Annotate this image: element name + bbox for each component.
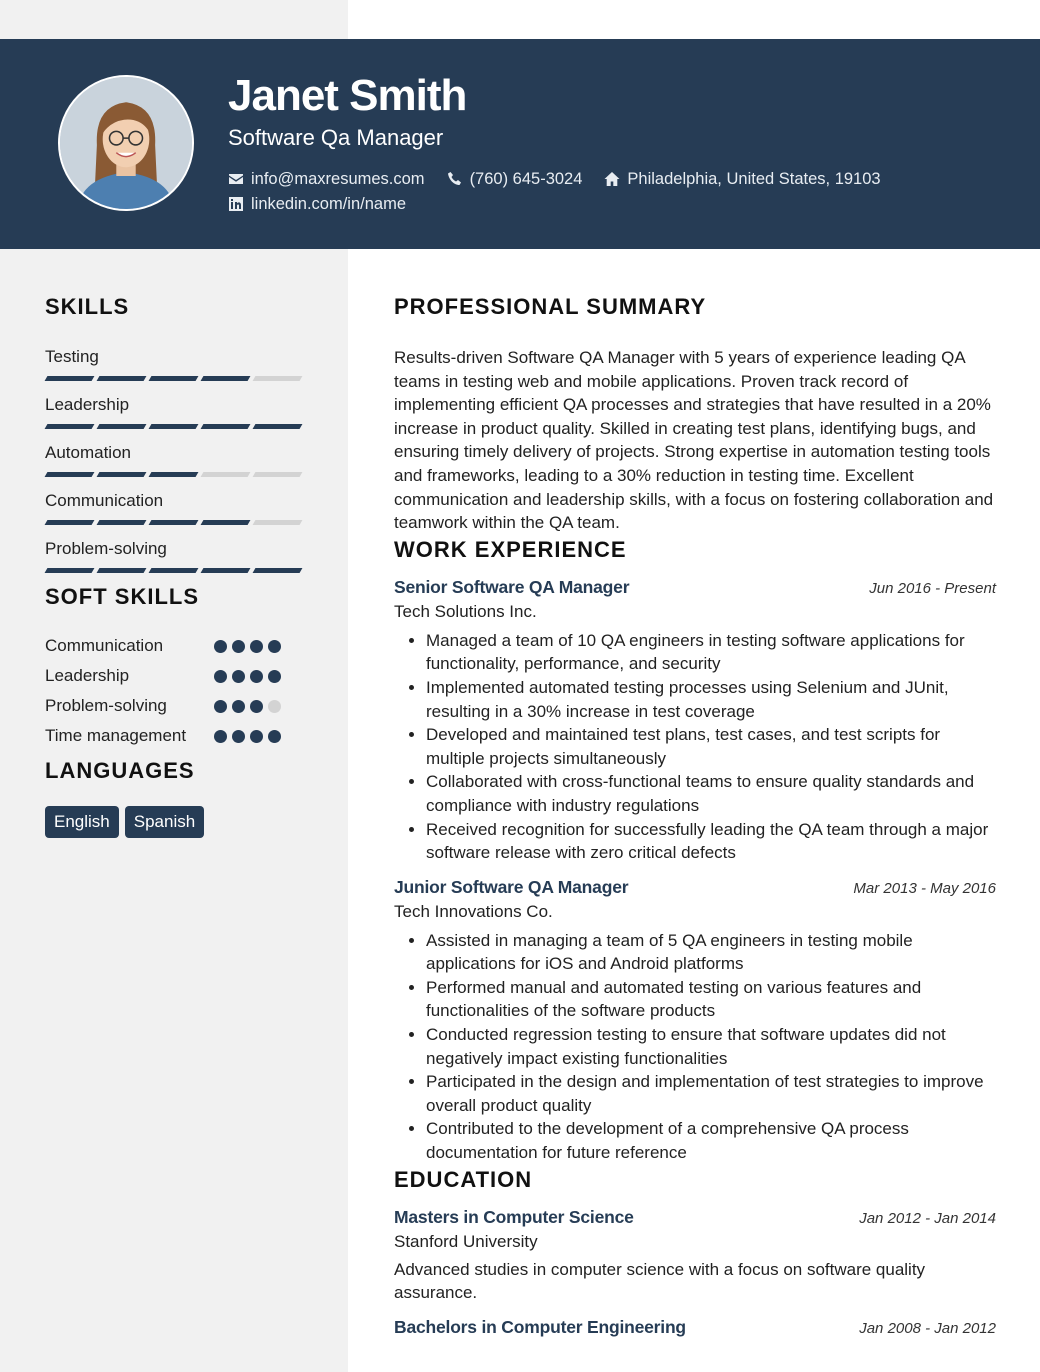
job-bullet: • Collaborated with cross-functional teams to ensure quality standards and compliance with industry regulations <box>426 770 996 817</box>
summary-heading: PROFESSIONAL SUMMARY <box>394 294 707 319</box>
contact-info <box>228 167 1028 217</box>
job-bullet: • Participated in the design and implementation of test strategies to improve overall product quality <box>426 1070 996 1117</box>
skill-level-segment <box>97 568 147 573</box>
rating-dot <box>268 700 281 713</box>
soft-skills-heading: SOFT SKILLS <box>45 584 199 609</box>
rating-dot <box>232 730 245 743</box>
skill-level-segment <box>253 376 303 381</box>
skill-level-segment <box>253 472 303 477</box>
candidate-title: Software Qa Manager <box>228 125 444 150</box>
soft-skills-list <box>45 634 305 754</box>
skill-level-bar <box>46 520 305 525</box>
skill-level-segment <box>97 520 147 525</box>
skill-level-segment <box>201 472 251 477</box>
skill-level-segment <box>253 568 303 573</box>
soft-skill-row <box>45 664 305 694</box>
skill-name: Testing <box>45 347 99 366</box>
job-title: Junior Software QA Manager <box>394 876 629 897</box>
skills-heading: SKILLS <box>45 294 130 319</box>
rating-dot <box>232 670 245 683</box>
job-bullet: • Assisted in managing a team of 5 QA engineers in testing mobile applications for iOS and Android platforms <box>426 929 996 976</box>
languages-heading: LANGUAGES <box>45 758 195 783</box>
rating-dot <box>250 640 263 653</box>
skill-level-bar <box>46 568 305 573</box>
skill-level-segment <box>97 472 147 477</box>
summary-text: Results-driven Software QA Manager with 5 years of experience leading QA teams in testing web and mobile applications. Proven track record of implementing efficient QA processes and strategies that have resulted in a 20% increase in product quality. Skilled in creating test plans, identifying bugs, and ensuring timely delivery of projects. Strong expertise in automation testing tools and frameworks, leading to a 30% reduction in testing time. Excellent communication and leadership skills, with a focus on fostering collaboration and teamwork within the QA team. <box>394 348 994 533</box>
skill-level-segment <box>149 568 199 573</box>
candidate-name: Janet Smith <box>228 71 467 120</box>
skill-level-segment <box>201 424 251 429</box>
skill-level-bar <box>46 472 305 477</box>
profile-photo <box>60 77 192 209</box>
skill-level-segment <box>201 520 251 525</box>
rating-dot <box>250 730 263 743</box>
soft-skill-name: Communication <box>45 636 164 655</box>
soft-skill-row <box>45 634 305 664</box>
education-list <box>394 1207 996 1338</box>
linkedin-contact[interactable] <box>228 195 406 214</box>
skill-level-bar <box>46 424 305 429</box>
phone-contact[interactable] <box>447 170 583 189</box>
soft-skill-rating <box>214 694 281 713</box>
job-bullet: • Contributed to the development of a comprehensive QA process documentation for future reference <box>426 1117 996 1164</box>
rating-dot <box>268 730 281 743</box>
job-date: Mar 2013 - May 2016 <box>853 879 996 897</box>
skill-level-bar <box>46 376 305 381</box>
phone-text: (760) 645-3024 <box>469 169 583 188</box>
email-text: info@maxresumes.com <box>251 169 425 188</box>
language-tag: English <box>45 806 119 838</box>
skill-level-segment <box>45 568 95 573</box>
education-description: Advanced studies in computer science with a focus on software quality assurance. <box>394 1259 926 1303</box>
rating-dot <box>250 670 263 683</box>
education-header <box>394 1317 996 1338</box>
education-date: Jan 2012 - Jan 2014 <box>859 1209 996 1227</box>
skill-level-segment <box>149 376 199 381</box>
skill-level-segment <box>253 424 303 429</box>
phone-icon <box>447 171 463 187</box>
languages-list <box>45 806 305 838</box>
main-content <box>394 294 996 1338</box>
email-contact[interactable] <box>228 170 425 189</box>
skills-list <box>45 346 305 573</box>
skill-level-segment <box>149 424 199 429</box>
linkedin-icon <box>228 196 244 212</box>
envelope-icon <box>228 171 244 187</box>
home-icon <box>604 171 620 187</box>
job-bullet: • Conducted regression testing to ensure that software updates did not negatively impact existing functionalities <box>426 1023 996 1070</box>
location-text: Philadelphia, United States, 19103 <box>627 169 881 188</box>
education-heading: EDUCATION <box>394 1166 533 1192</box>
soft-skill-row <box>45 694 305 724</box>
company-name: Tech Solutions Inc. <box>394 601 537 621</box>
resume-header <box>0 39 1040 249</box>
rating-dot <box>268 670 281 683</box>
job-bullet: • Implemented automated testing processes using Selenium and JUnit, resulting in a 30% increase in test coverage <box>426 676 996 723</box>
skill-level-segment <box>201 376 251 381</box>
soft-skill-rating <box>214 634 281 653</box>
skill-name: Leadership <box>45 395 130 414</box>
soft-skill-name: Leadership <box>45 666 130 685</box>
skill-level-segment <box>45 376 95 381</box>
rating-dot <box>250 700 263 713</box>
skill-level-segment <box>253 520 303 525</box>
job-bullets <box>394 629 996 865</box>
rating-dot <box>232 640 245 653</box>
soft-skill-row <box>45 724 305 754</box>
skill-level-segment <box>97 376 147 381</box>
rating-dot <box>214 670 227 683</box>
degree-title: Masters in Computer Science <box>394 1206 634 1227</box>
soft-skill-name: Problem-solving <box>45 696 167 715</box>
skill-level-segment <box>45 520 95 525</box>
job-bullet: • Performed manual and automated testing on various features and functionalities of the software products <box>426 976 996 1023</box>
skill-level-segment <box>97 424 147 429</box>
job-bullet: • Received recognition for successfully leading the QA team through a major software release with zero critical defects <box>426 818 996 865</box>
experience-heading: WORK EXPERIENCE <box>394 536 627 562</box>
education-date: Jan 2008 - Jan 2012 <box>859 1319 996 1337</box>
job-header <box>394 877 996 898</box>
skill-level-segment <box>201 568 251 573</box>
skill-name: Problem-solving <box>45 539 167 558</box>
soft-skill-name: Time management <box>45 726 187 745</box>
skill-name: Communication <box>45 491 164 510</box>
skill-level-segment <box>45 472 95 477</box>
skill-name: Automation <box>45 443 131 462</box>
rating-dot <box>214 700 227 713</box>
sidebar <box>45 294 305 838</box>
language-tag: Spanish <box>125 806 204 838</box>
job-header <box>394 577 996 598</box>
education-header <box>394 1207 996 1228</box>
skill-level-segment <box>149 520 199 525</box>
experience-list <box>394 577 996 1165</box>
location-contact <box>604 170 880 189</box>
soft-skill-rating <box>214 724 281 743</box>
rating-dot <box>232 700 245 713</box>
rating-dot <box>214 730 227 743</box>
degree-title: Bachelors in Computer Engineering <box>394 1316 686 1337</box>
job-bullets <box>394 929 996 1165</box>
school-name: Stanford University <box>394 1231 538 1251</box>
job-bullet: • Developed and maintained test plans, test cases, and test scripts for multiple projects simultaneously <box>426 723 996 770</box>
rating-dot <box>268 640 281 653</box>
company-name: Tech Innovations Co. <box>394 901 553 921</box>
skill-level-segment <box>149 472 199 477</box>
job-bullet: • Managed a team of 10 QA engineers in testing software applications for functionality, performance, and security <box>426 629 996 676</box>
avatar <box>58 75 194 211</box>
job-date: Jun 2016 - Present <box>869 579 996 597</box>
skill-level-segment <box>45 424 95 429</box>
linkedin-text: linkedin.com/in/name <box>251 194 406 213</box>
rating-dot <box>214 640 227 653</box>
job-title: Senior Software QA Manager <box>394 576 630 597</box>
soft-skill-rating <box>214 664 281 683</box>
